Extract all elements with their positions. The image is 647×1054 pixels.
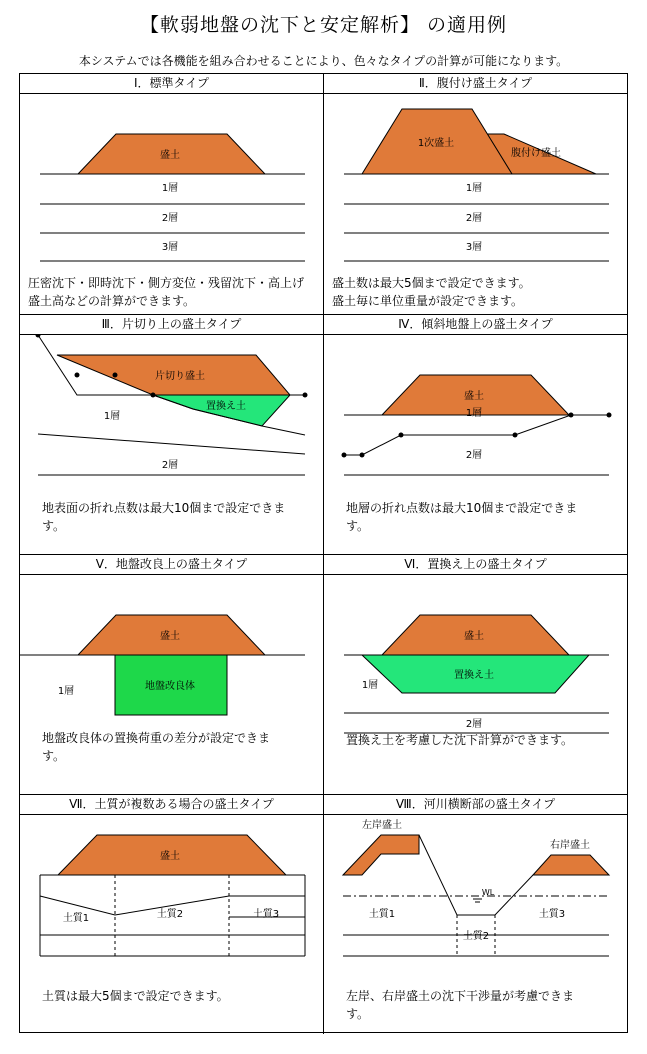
label-layer2: 2層 bbox=[465, 450, 483, 461]
panel-standard bbox=[20, 74, 324, 314]
panel-description: 左岸、右岸盛土の沈下干渉量が考慮できま す。 bbox=[346, 989, 575, 1021]
panel-header: Ⅷ．河川横断部の盛土タイプ bbox=[324, 795, 627, 815]
break-point bbox=[75, 373, 80, 378]
label-layer3: 3層 bbox=[161, 242, 179, 253]
panel-header: Ⅰ．標準タイプ bbox=[20, 74, 323, 94]
label-layer2: 2層 bbox=[161, 460, 179, 471]
cut-slope-diagram bbox=[20, 335, 324, 505]
panel-side-fill bbox=[324, 74, 627, 314]
label-soil3: 土質3 bbox=[252, 909, 280, 920]
river-profile bbox=[419, 835, 533, 915]
replacement-diagram bbox=[324, 575, 627, 745]
river-crossing-diagram bbox=[324, 815, 627, 985]
panel-header: Ⅲ．片切り上の盛土タイプ bbox=[20, 315, 323, 335]
panel-description: 地層の折れ点数は最大10個まで設定できま す。 bbox=[346, 501, 578, 533]
label-right-bank: 右岸盛土 bbox=[550, 840, 590, 851]
label-soil1: 土質1 bbox=[368, 909, 396, 920]
break-point bbox=[360, 453, 365, 458]
panel-header: Ⅳ．傾斜地盤上の盛土タイプ bbox=[324, 315, 627, 335]
right-bank-fill bbox=[533, 855, 609, 875]
label-layer1: 1層 bbox=[361, 680, 379, 691]
label-fill: 盛土 bbox=[160, 150, 180, 161]
label-layer1: 1層 bbox=[465, 183, 483, 194]
sloped-ground-diagram bbox=[324, 335, 627, 505]
panel-ground-improvement bbox=[20, 554, 324, 794]
panel-cut-slope bbox=[20, 314, 324, 554]
break-point bbox=[151, 393, 156, 398]
break-point bbox=[607, 413, 612, 418]
diagram-line bbox=[38, 434, 305, 454]
left-bank-fill bbox=[343, 835, 419, 875]
label-layer1: 1層 bbox=[57, 686, 75, 697]
panel-sloped-ground bbox=[324, 314, 627, 554]
label-replacement: 置換え土 bbox=[206, 401, 246, 412]
label-improvement: 地盤改良体 bbox=[145, 681, 195, 692]
label-water-level: WL bbox=[481, 888, 495, 897]
label-soil3: 土質3 bbox=[538, 909, 566, 920]
panel-description: 圧密沈下・即時沈下・側方変位・残留沈下・高上げ 盛土高などの計算ができます。 bbox=[28, 276, 305, 308]
label-cut-fill: 片切り盛土 bbox=[155, 371, 205, 382]
examples-grid bbox=[19, 73, 628, 1033]
multi-soil-diagram bbox=[20, 815, 324, 985]
panel-river-crossing bbox=[324, 794, 627, 1034]
label-fill: 盛土 bbox=[160, 851, 180, 862]
page-title: 【軟弱地盤の沈下と安定解析】 の適用例 bbox=[139, 14, 508, 36]
label-replacement: 置換え土 bbox=[454, 670, 494, 681]
label-fill: 盛土 bbox=[464, 391, 484, 402]
label-layer3: 3層 bbox=[465, 242, 483, 253]
label-layer2: 2層 bbox=[465, 719, 483, 730]
label-layer1: 1層 bbox=[161, 183, 179, 194]
label-fill: 盛土 bbox=[464, 631, 484, 642]
panel-header: Ⅱ．腹付け盛土タイプ bbox=[324, 74, 627, 94]
panel-description: 地表面の折れ点数は最大10個まで設定できま す。 bbox=[42, 501, 286, 533]
panel-replacement bbox=[324, 554, 627, 794]
label-layer2: 2層 bbox=[161, 213, 179, 224]
label-secondary-fill: 腹付け盛土 bbox=[511, 148, 561, 159]
break-point bbox=[303, 393, 308, 398]
label-layer1: 1層 bbox=[465, 408, 483, 419]
panel-description: 盛土数は最大5個まで設定できます。 盛土毎に単位重量が設定できます。 bbox=[332, 276, 531, 308]
page-subtitle: 本システムでは各機能を組み合わせることにより、色々なタイプの計算が可能になります。 bbox=[78, 54, 569, 68]
label-layer1: 1層 bbox=[103, 411, 121, 422]
standard-diagram bbox=[20, 94, 324, 264]
break-point bbox=[513, 433, 518, 438]
layer-boundary bbox=[344, 415, 609, 455]
break-point bbox=[113, 373, 118, 378]
break-point bbox=[342, 453, 347, 458]
panel-header: Ⅴ．地盤改良上の盛土タイプ bbox=[20, 555, 323, 575]
panel-multi-soil bbox=[20, 794, 324, 1034]
label-soil1: 土質1 bbox=[62, 913, 90, 924]
panel-description: 地盤改良体の置換荷重の差分が設定できま す。 bbox=[42, 731, 271, 763]
label-left-bank: 左岸盛土 bbox=[362, 820, 402, 831]
label-fill: 盛土 bbox=[160, 631, 180, 642]
panel-description: 置換え土を考慮した沈下計算ができます。 bbox=[346, 733, 574, 747]
panel-description: 土質は最大5個まで設定できます。 bbox=[42, 989, 229, 1003]
panel-header: Ⅵ．置換え上の盛土タイプ bbox=[324, 555, 627, 575]
side-fill-diagram bbox=[324, 94, 627, 264]
break-point bbox=[569, 413, 574, 418]
label-soil2: 土質2 bbox=[462, 931, 490, 942]
label-layer2: 2層 bbox=[465, 213, 483, 224]
label-soil2: 土質2 bbox=[156, 909, 184, 920]
label-primary-fill: 1次盛土 bbox=[417, 138, 455, 149]
ground-improvement-diagram bbox=[20, 575, 324, 745]
panel-header: Ⅶ．土質が複数ある場合の盛土タイプ bbox=[20, 795, 323, 815]
break-point bbox=[399, 433, 404, 438]
